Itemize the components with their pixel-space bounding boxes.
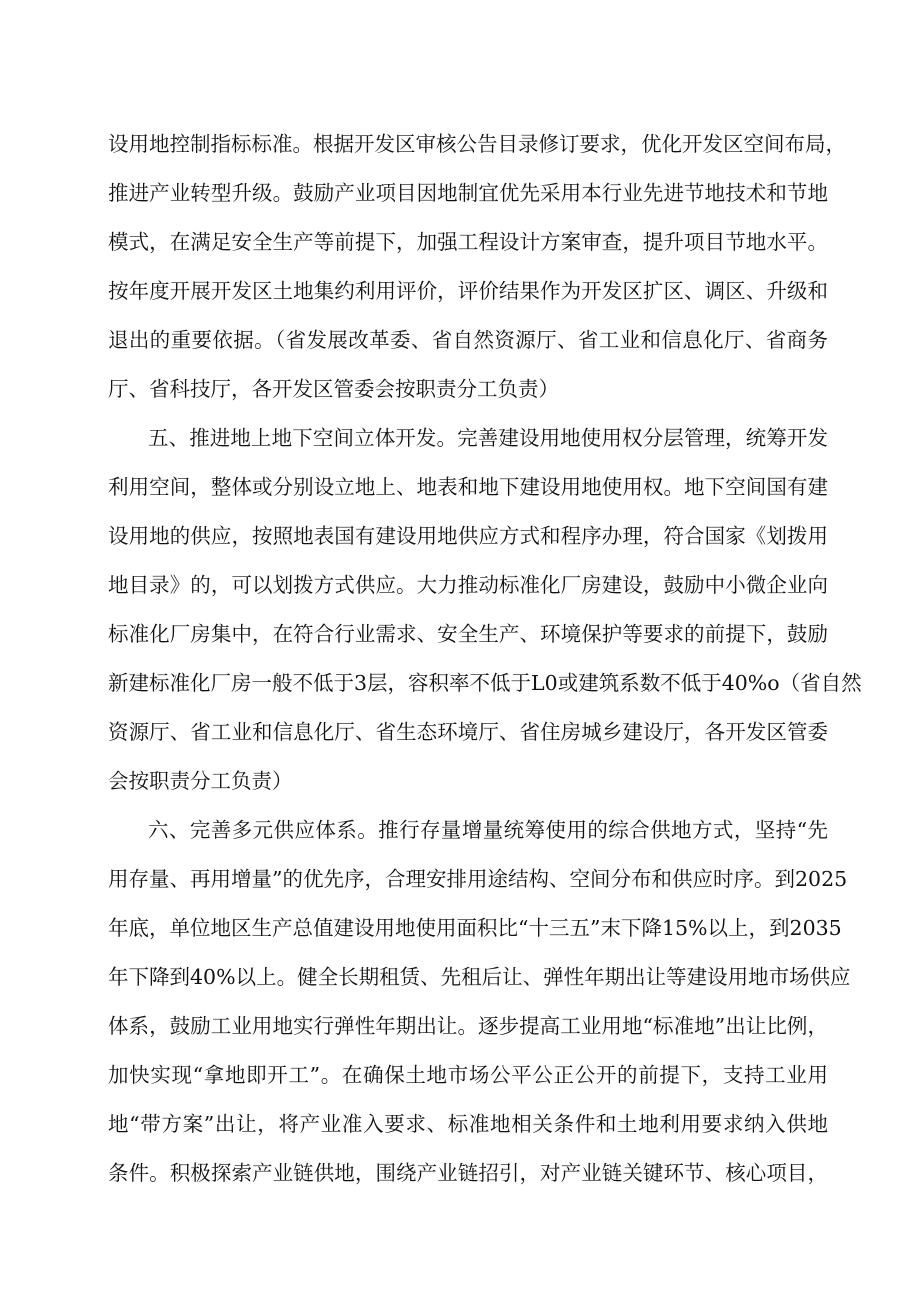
section-5-heading-line: 五、推进地上地下空间立体开发。完善建设用地使用权分层管理，统筹开发 [148,426,828,450]
paragraph-line: 标准化厂房集中，在符合行业需求、安全生产、环境保护等要求的前提下，鼓励 [108,622,828,646]
section-6-heading-line: 六、完善多元供应体系。推行存量增量统筹使用的综合供地方式，坚持“先 [148,818,828,842]
paragraph-line: 体系，鼓励工业用地实行弹性年期出让。逐步提高工业用地“标准地”出让比例， [108,1014,828,1038]
paragraph-line: 会按职责分工负责） [108,769,293,793]
paragraph-line: 地目录》的，可以划拨方式供应。大力推动标准化厂房建设，鼓励中小微企业向 [108,573,828,597]
paragraph-line: 设用地控制指标标准。根据开发区审核公告目录修订要求，优化开发区空间布局， [108,132,846,156]
paragraph-line: 模式，在满足安全生产等前提下，加强工程设计方案审查，提升项目节地水平。 [108,230,828,254]
paragraph-line: 推进产业转型升级。鼓励产业项目因地制宜优先采用本行业先进节地技术和节地 [108,181,828,205]
paragraph-line: 按年度开展开发区土地集约利用评价，评价结果作为开发区扩区、调区、升级和 [108,279,828,303]
paragraph-line: 地“带方案”出让，将产业准入要求、标准地相关条件和土地利用要求纳入供地 [108,1112,828,1136]
paragraph-line: 新建标准化厂房一般不低于3层，容积率不低于L0或建筑系数不低于40%o（省自然 [108,671,862,695]
paragraph-line: 年下降到40%以上。健全长期租赁、先租后让、弹性年期出让等建设用地市场供应 [108,965,851,989]
paragraph-line: 利用空间，整体或分别设立地上、地表和地下建设用地使用权。地下空间国有建 [108,475,828,499]
paragraph-line: 加快实现“拿地即开工”。在确保土地市场公平公正公开的前提下，支持工业用 [108,1063,828,1087]
paragraph-line: 用存量、再用增量”的优先序，合理安排用途结构、空间分布和供应时序。到2025 [108,867,848,891]
paragraph-line: 资源厅、省工业和信息化厅、省生态环境厅、省住房城乡建设厅，各开发区管委 [108,720,828,744]
paragraph-line: 设用地的供应，按照地表国有建设用地供应方式和程序办理，符合国家《划拨用 [108,524,828,548]
paragraph-line: 条件。积极探索产业链供地，围绕产业链招引，对产业链关键环节、核心项目， [108,1161,828,1185]
paragraph-line: 厅、省科技厅，各开发区管委会按职责分工负责） [108,377,559,401]
paragraph-line: 退出的重要依据。（省发展改革委、省自然资源厅、省工业和信息化厅、省商务 [108,328,828,352]
paragraph-line: 年底，单位地区生产总值建设用地使用面积比“十三五”末下降15%以上，到2035 [108,916,842,940]
